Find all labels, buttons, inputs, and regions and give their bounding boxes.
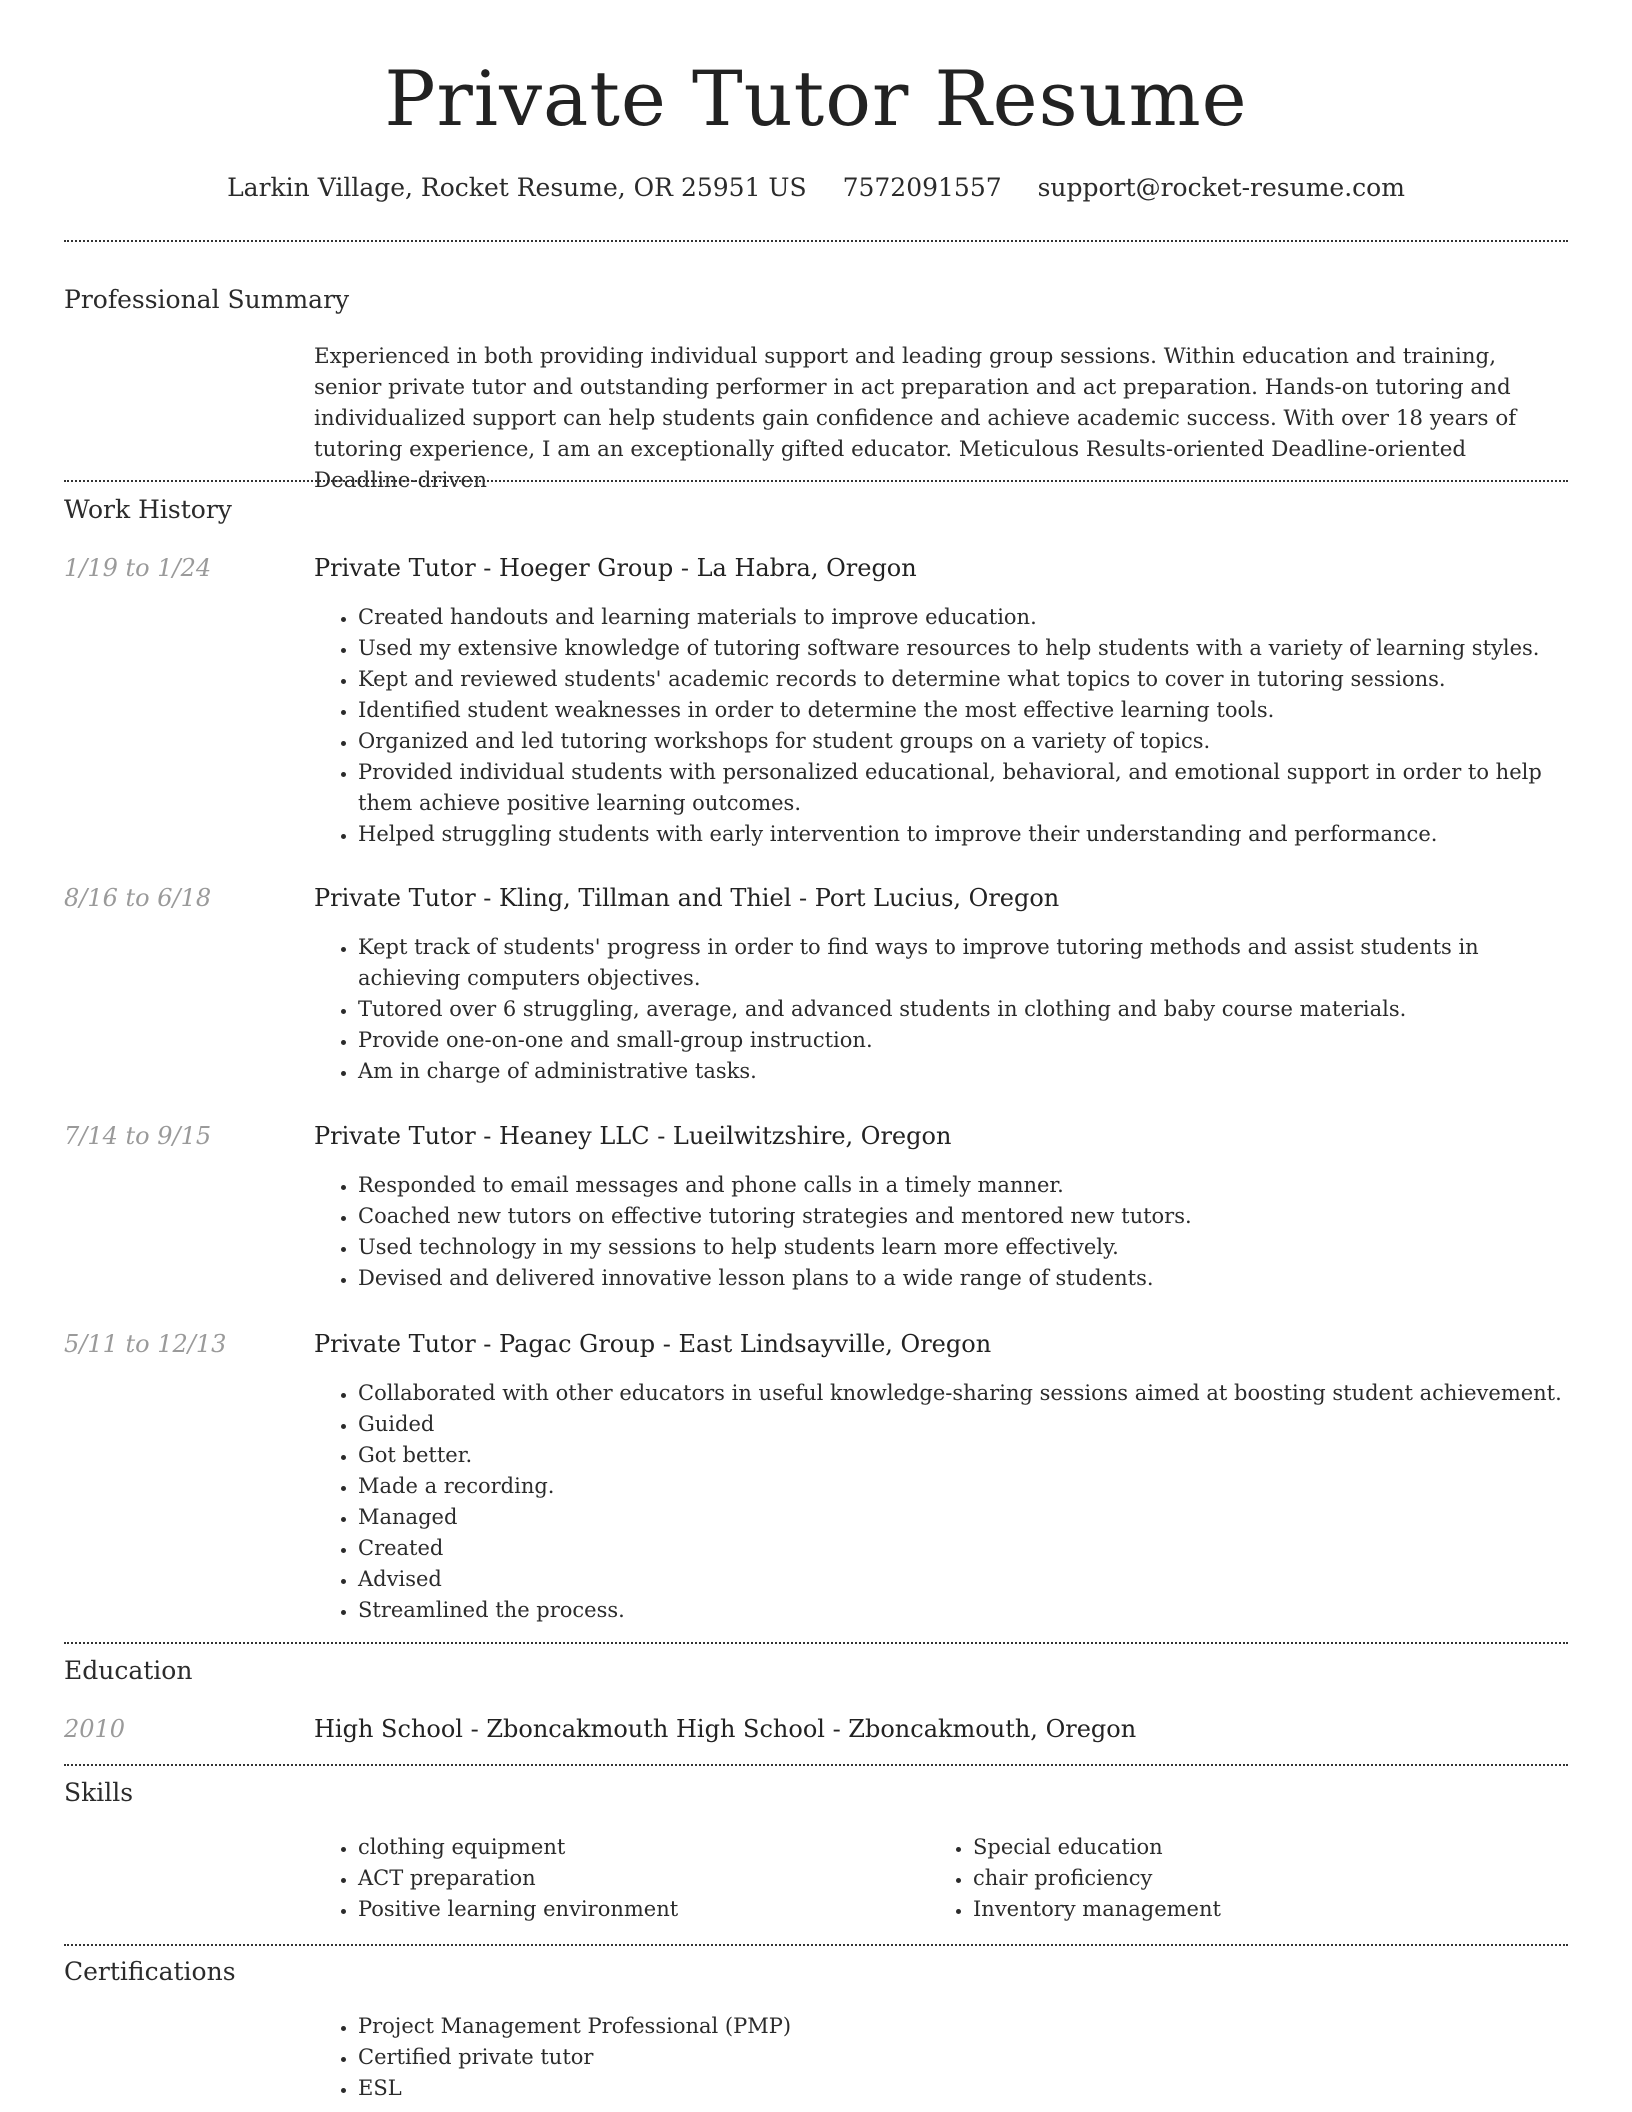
education-title: High School - Zboncakmouth High School - Zboncakmouth, Oregon (314, 1715, 1137, 1743)
list-item: • Kept track of students' progress in order to find ways to improve tutoring methods and assist students in achieving computers objectives. (358, 932, 1564, 994)
list-item: • Created (358, 1533, 1564, 1564)
list-item: • Streamlined the process. (358, 1595, 1564, 1626)
list-item: • Am in charge of administrative tasks. (358, 1056, 1564, 1087)
list-item: • Provide one-on-one and small-group instruction. (358, 1025, 1564, 1056)
list-item: • Project Management Professional (PMP) (358, 2011, 1564, 2042)
list-item: • Identified student weaknesses in order to determine the most effective learning tools. (358, 695, 1564, 726)
education-heading: Education (64, 1656, 193, 1685)
list-item: • Used my extensive knowledge of tutoring software resources to help students with a variety of learning styles. (358, 633, 1564, 664)
certifications-list (314, 2011, 1564, 2104)
list-item: • Certified private tutor (358, 2042, 1564, 2073)
job-title: Private Tutor - Pagac Group - East Lindsayville, Oregon (314, 1330, 992, 1358)
list-item: • ESL (358, 2073, 1564, 2104)
contact-phone[interactable]: 7572091557 (842, 173, 1002, 202)
list-item: • Special education (973, 1832, 1632, 1863)
contact-address: Larkin Village, Rocket Resume, OR 25951 US (227, 173, 807, 202)
section-divider (64, 1944, 1568, 1946)
job-bullets (314, 1170, 1564, 1294)
education-year: 2010 (64, 1715, 126, 1743)
work-history-heading: Work History (64, 495, 232, 524)
job-bullets (314, 1378, 1564, 1626)
job-dates: 7/14 to 9/15 (64, 1122, 212, 1150)
contact-email[interactable]: support@rocket-resume.com (1037, 173, 1405, 202)
list-item: • Collaborated with other educators in useful knowledge-sharing sessions aimed at boosting student achievement. (358, 1378, 1564, 1409)
contact-line (0, 168, 1632, 208)
list-item: • Used technology in my sessions to help students learn more effectively. (358, 1232, 1564, 1263)
list-item: • Devised and delivered innovative lesson plans to a wide range of students. (358, 1263, 1564, 1294)
list-item: • clothing equipment (358, 1832, 1564, 1863)
list-item: • Kept and reviewed students' academic records to determine what topics to cover in tutoring sessions. (358, 664, 1564, 695)
list-item: • Managed (358, 1502, 1564, 1533)
skills-heading: Skills (64, 1778, 134, 1807)
section-divider (64, 1764, 1568, 1766)
list-item: • Organized and led tutoring workshops for student groups on a variety of topics. (358, 726, 1564, 757)
list-item: • chair proficiency (973, 1863, 1632, 1894)
list-item: • Provided individual students with personalized educational, behavioral, and emotional support in order to help them achieve positive learning outcomes. (358, 757, 1564, 819)
list-item: • Responded to email messages and phone calls in a timely manner. (358, 1170, 1564, 1201)
summary-text: Experienced in both providing individual support and leading group sessions. Within education and training, senior private tutor and outstanding performer in act preparation and act preparation. Hands-on tutoring and individualized support can help students gain confidence and achieve academic success. With over 18 years of tutoring experience, I am an exceptionally gifted educator. Meticulous Results-oriented Deadline-oriented Deadline-driven (314, 344, 1517, 493)
job-title: Private Tutor - Heaney LLC - Lueilwitzshire, Oregon (314, 1122, 952, 1150)
list-item: • Guided (358, 1409, 1564, 1440)
skills-list-right (929, 1832, 1632, 1925)
job-title: Private Tutor - Kling, Tillman and Thiel - Port Lucius, Oregon (314, 884, 1060, 912)
job-dates: 8/16 to 6/18 (64, 884, 212, 912)
list-item: • Helped struggling students with early intervention to improve their understanding and performance. (358, 819, 1564, 850)
summary-heading: Professional Summary (64, 285, 350, 314)
section-divider (64, 1642, 1568, 1644)
list-item: • Made a recording. (358, 1471, 1564, 1502)
section-divider (64, 240, 1568, 242)
certifications-heading: Certifications (64, 1957, 236, 1986)
list-item: • Tutored over 6 struggling, average, and advanced students in clothing and baby course materials. (358, 994, 1564, 1025)
job-bullets (314, 602, 1564, 850)
job-bullets (314, 932, 1564, 1087)
job-dates: 5/11 to 12/13 (64, 1330, 227, 1358)
list-item: • Positive learning environment (358, 1894, 1564, 1925)
section-divider (64, 480, 1568, 482)
list-item: • Coached new tutors on effective tutoring strategies and mentored new tutors. (358, 1201, 1564, 1232)
resume-title: Private Tutor Resume (384, 54, 1248, 143)
job-dates: 1/19 to 1/24 (64, 554, 212, 582)
list-item: • Inventory management (973, 1894, 1632, 1925)
job-title: Private Tutor - Hoeger Group - La Habra, Oregon (314, 554, 917, 582)
list-item: • Created handouts and learning materials to improve education. (358, 602, 1564, 633)
list-item: • Advised (358, 1564, 1564, 1595)
list-item: • ACT preparation (358, 1863, 1564, 1894)
list-item: • Got better. (358, 1440, 1564, 1471)
